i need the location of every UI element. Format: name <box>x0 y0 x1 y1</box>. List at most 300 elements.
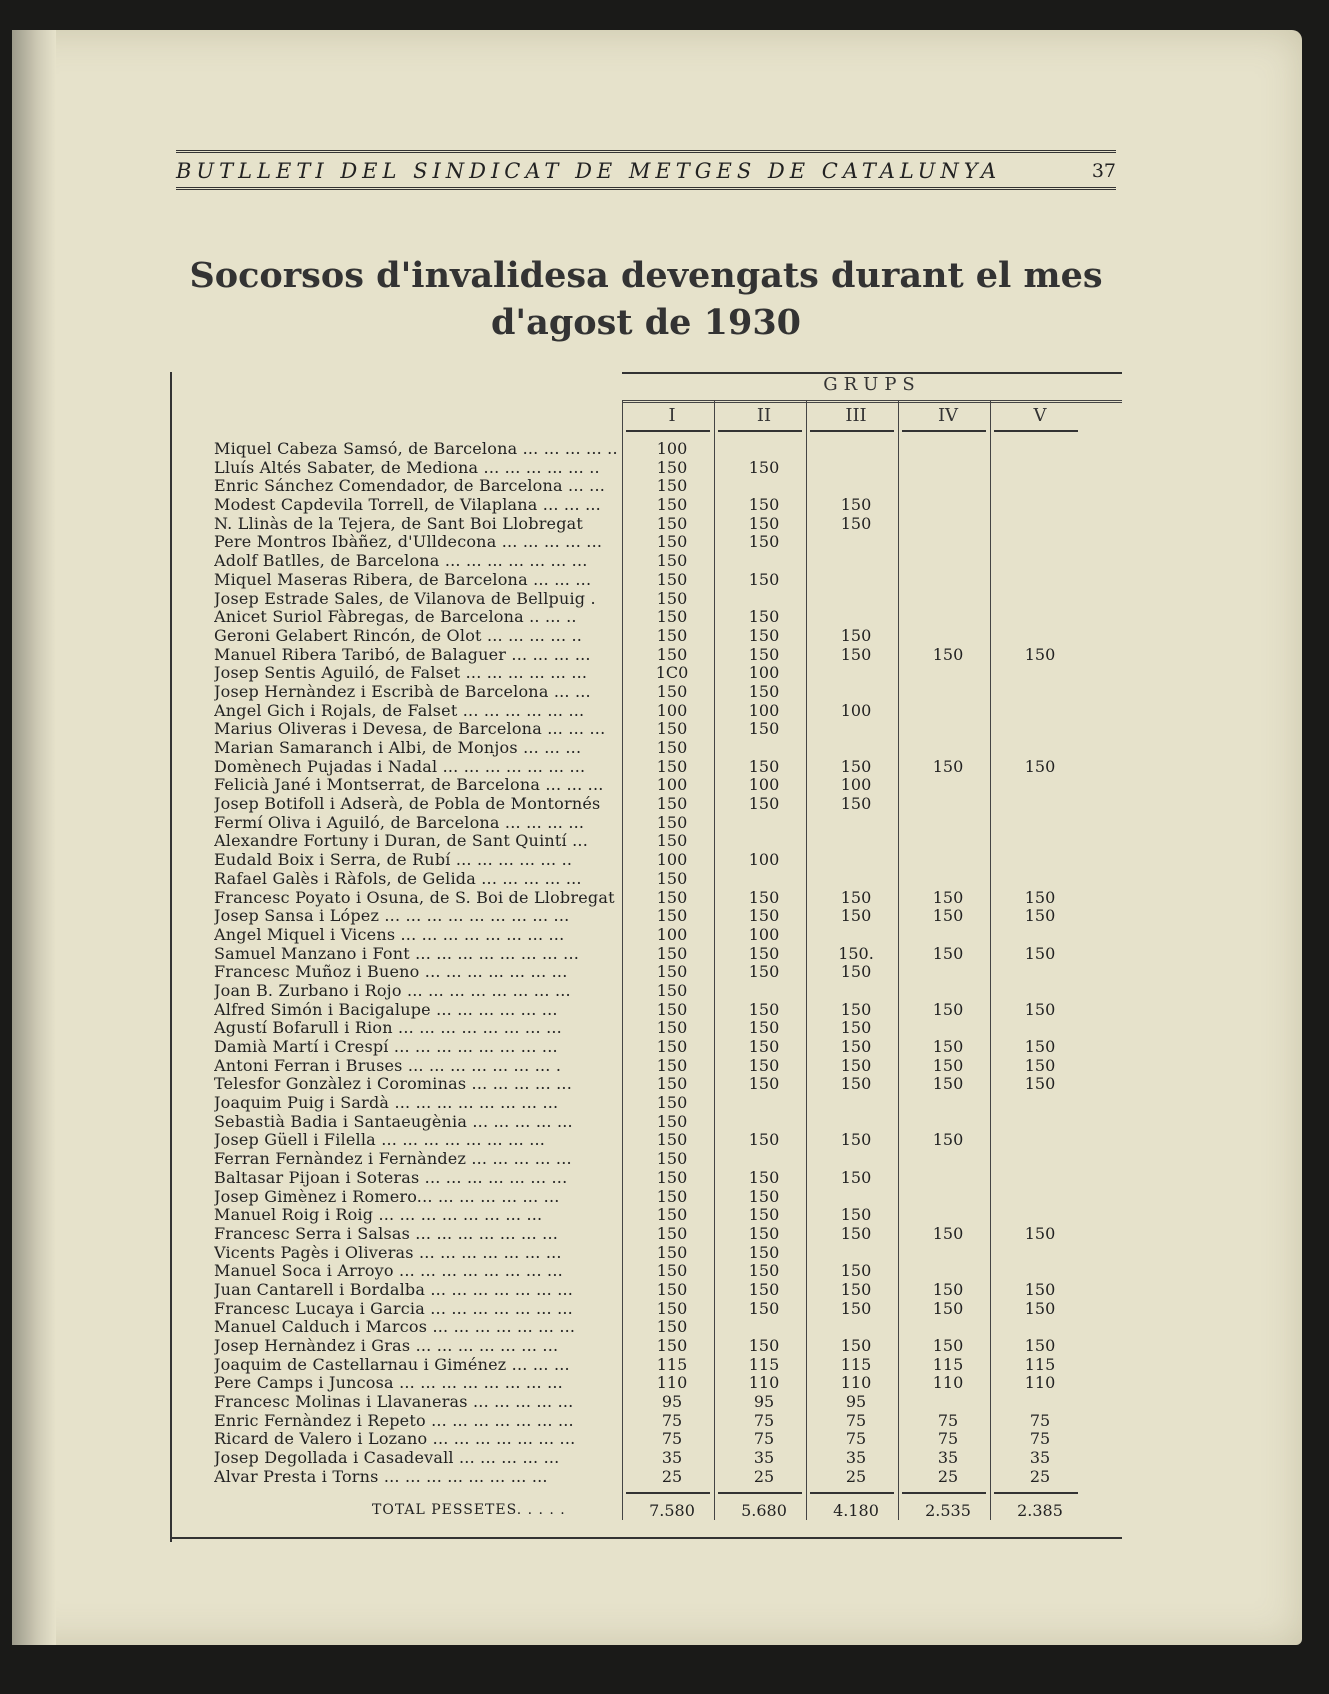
table-row <box>172 477 1122 496</box>
physician-name: Francesc Molinas i Llavaneras ... ... ... ... ... <box>214 1393 574 1412</box>
physician-name: Josep Hernàndez i Escribà de Barcelona ... ... <box>214 682 591 701</box>
group-3-amount: 150 <box>840 1130 872 1150</box>
group-4-amount: 150 <box>932 1279 964 1299</box>
book-spine <box>12 30 56 1645</box>
table-row <box>172 1057 1122 1076</box>
group-4-amount: 150 <box>932 1223 964 1243</box>
group-2-amount: 150 <box>748 1130 780 1150</box>
group-1-amount: 150 <box>656 1242 688 1262</box>
group-3-amount: 75 <box>845 1410 867 1430</box>
group-1-amount: 100 <box>656 850 688 870</box>
physician-name: Joaquim de Castellarnau i Giménez ... ... ... <box>214 1355 570 1374</box>
group-2-amount: 100 <box>748 700 780 720</box>
group-4-amount: 35 <box>937 1448 959 1468</box>
physician-name: Josep Degollada i Casadevall ... ... ... ... ... <box>214 1449 560 1468</box>
group-1-amount: 150 <box>656 756 688 776</box>
group-1-amount: 150 <box>656 1279 688 1299</box>
group-2-amount: 25 <box>753 1466 775 1486</box>
group-3-amount: 150 <box>840 625 872 645</box>
group-1-amount: 150 <box>656 906 688 926</box>
group-2-amount: 100 <box>748 924 780 944</box>
table-row <box>172 571 1122 590</box>
physician-name: Francesc Lucaya i Garcia ... ... ... ... ... ... ... <box>214 1299 573 1318</box>
group-5-amount: 150 <box>1024 943 1056 963</box>
group-1-amount: 150 <box>656 644 688 664</box>
group-2-amount: 35 <box>753 1448 775 1468</box>
group-3-amount: 150 <box>840 962 872 982</box>
group-5-amount: 35 <box>1029 1448 1051 1468</box>
physician-name: Francesc Serra i Salsas ... ... ... ... ... ... ... <box>214 1224 559 1243</box>
group-1-amount: 150 <box>656 943 688 963</box>
group-4-amount: 150 <box>932 887 964 907</box>
table-row <box>172 1356 1122 1375</box>
group-1-amount: 150 <box>656 457 688 477</box>
group-2-amount: 150 <box>748 625 780 645</box>
group-1-amount: 150 <box>656 1018 688 1038</box>
physician-name: Lluís Altés Sabater, de Mediona ... ... ... ... ... .. <box>214 458 600 477</box>
physician-name: Rafael Galès i Ràfols, de Gelida ... ... ... ... ... <box>214 869 582 888</box>
table-row <box>172 496 1122 515</box>
group-3-amount: 150 <box>840 1223 872 1243</box>
group-2-amount: 100 <box>748 775 780 795</box>
group-2-amount: 150 <box>748 1167 780 1187</box>
physician-name: Alfred Simón i Bacigalupe ... ... ... ... ... ... <box>214 1000 558 1019</box>
physician-name: N. Llinàs de la Tejera, de Sant Boi Llobregat <box>214 514 584 533</box>
table-row <box>172 533 1122 552</box>
group-1-amount: 150 <box>656 1298 688 1318</box>
table-row <box>172 776 1122 795</box>
physician-name: Angel Miquel i Vicens ... ... ... ... ... ... ... ... <box>214 925 565 944</box>
group-3-amount: 150 <box>840 1298 872 1318</box>
group-5-amount: 150 <box>1024 1336 1056 1355</box>
table-row <box>172 1019 1122 1038</box>
table-row <box>172 1318 1122 1337</box>
physician-name: Manuel Roig i Roig ... ... ... ... ... ... ... ... <box>214 1206 543 1225</box>
group-3-amount: 110 <box>840 1373 872 1393</box>
table-row <box>172 1468 1122 1487</box>
group-3-amount: 95 <box>845 1392 867 1412</box>
table-row <box>172 608 1122 627</box>
table-row <box>172 440 1122 459</box>
group-1-amount: 150 <box>656 532 688 552</box>
table-row <box>172 1300 1122 1319</box>
group-5-amount: 75 <box>1029 1410 1051 1430</box>
group-1-amount: 150 <box>656 625 688 645</box>
group-1-amount: 150 <box>656 1167 688 1187</box>
table-row <box>172 795 1122 814</box>
table-row <box>172 1337 1122 1356</box>
group-4-amount: 150 <box>932 1336 964 1355</box>
table-row <box>172 851 1122 870</box>
group-1-total: 7.580 <box>649 1501 695 1520</box>
group-2-amount: 150 <box>748 943 780 963</box>
group-1-amount: 115 <box>656 1354 688 1374</box>
group-header-rule <box>626 430 710 432</box>
group-1-amount: 150 <box>656 1055 688 1075</box>
group-3-amount: 150 <box>840 1037 872 1056</box>
group-1-amount: 150 <box>656 476 688 496</box>
group-1-amount: 75 <box>661 1429 683 1449</box>
physician-name: Sebastià Badia i Santaeugènia ... ... ... ... ... <box>214 1112 573 1131</box>
physician-name: Marian Samaranch i Albi, de Monjos ... ... ... <box>214 739 582 757</box>
group-4-total: 2.535 <box>925 1501 971 1520</box>
group-3-amount: 150 <box>840 1167 872 1187</box>
group-5-amount: 150 <box>1024 1223 1056 1243</box>
group-3-amount: 150 <box>840 513 872 533</box>
group-5-amount: 115 <box>1024 1354 1056 1374</box>
group-5-amount: 150 <box>1024 906 1056 926</box>
physician-name: Josep Hernàndez i Gras ... ... ... ... ... ... ... <box>214 1337 559 1355</box>
physician-name: Vicents Pagès i Oliveras ... ... ... ... ... ... ... <box>214 1243 562 1262</box>
group-2-amount: 150 <box>748 756 780 776</box>
group-5-amount: 150 <box>1024 1279 1056 1299</box>
table-row <box>172 832 1122 851</box>
physician-name: Felicià Jané i Montserrat, de Barcelona ... ... ... <box>214 776 604 795</box>
group-header-rule <box>994 430 1078 432</box>
group-1-amount: 25 <box>661 1466 683 1486</box>
group-1-amount: 150 <box>656 1037 688 1056</box>
group-header-2: II <box>756 405 772 426</box>
table-row <box>172 926 1122 945</box>
group-1-amount: 150 <box>656 1111 688 1131</box>
total-rule <box>994 1492 1078 1494</box>
group-1-amount: 150 <box>656 719 688 739</box>
group-3-amount: 150 <box>840 794 872 814</box>
physician-name: Juan Cantarell i Bordalba ... ... ... ... ... ... ... <box>214 1280 574 1299</box>
group-2-amount: 115 <box>748 1354 780 1374</box>
table-row <box>172 664 1122 683</box>
group-3-amount: 100 <box>840 775 872 795</box>
physician-name: Fermí Oliva i Aguiló, de Barcelona ... ... ... ... <box>214 813 585 832</box>
physician-name: Ferran Fernàndez i Fernàndez ... ... ... ... ... <box>214 1150 572 1169</box>
group-5-amount: 150 <box>1024 644 1056 664</box>
table-bottom-rule <box>172 1537 1122 1539</box>
group-1-amount: 100 <box>656 700 688 720</box>
group-1-amount: 100 <box>656 775 688 795</box>
table-row <box>172 963 1122 982</box>
group-1-amount: 150 <box>656 569 688 589</box>
physician-name: Manuel Soca i Arroyo ... ... ... ... ... ... ... ... <box>214 1262 563 1281</box>
group-2-amount: 150 <box>748 906 780 926</box>
table-row <box>172 1150 1122 1169</box>
group-header-1: I <box>668 405 676 426</box>
group-1-amount: 150 <box>656 1130 688 1150</box>
table-row <box>172 459 1122 478</box>
group-2-amount: 150 <box>748 1055 780 1075</box>
physician-name: Adolf Batlles, de Barcelona ... ... ... ... ... ... ... <box>214 552 588 571</box>
group-2-amount: 150 <box>748 607 780 627</box>
group-1-amount: 100 <box>656 439 688 458</box>
group-2-total: 5.680 <box>741 1501 787 1520</box>
group-5-amount: 150 <box>1024 1074 1056 1094</box>
group-1-amount: 150 <box>656 831 688 851</box>
group-2-amount: 150 <box>748 1298 780 1318</box>
physician-name: Joan B. Zurbano i Rojo ... ... ... ... ... ... ... ... <box>214 981 571 1000</box>
group-2-amount: 75 <box>753 1410 775 1430</box>
title-line-2: d'agost de 1930 <box>490 302 802 343</box>
table-row <box>172 1188 1122 1207</box>
group-5-amount: 150 <box>1024 999 1056 1019</box>
group-1-amount: 1C0 <box>655 663 689 683</box>
group-3-amount: 115 <box>840 1354 872 1374</box>
group-1-amount: 150 <box>656 999 688 1019</box>
physician-name: Josep Sentis Aguiló, de Falset ... ... ... ... ... ... <box>214 664 588 683</box>
group-header-5: V <box>1033 405 1047 426</box>
physician-name: Manuel Ribera Taribó, de Balaguer ... ... ... ... <box>214 645 591 664</box>
total-label: TOTAL PESSETES. . . . . <box>372 1502 566 1518</box>
group-1-amount: 150 <box>656 495 688 515</box>
group-1-amount: 150 <box>656 1074 688 1094</box>
table-row <box>172 1001 1122 1020</box>
journal-title: BUTLLETI DEL SINDICAT DE METGES DE CATALUNYA <box>176 159 1002 183</box>
physician-name: Geroni Gelabert Rincón, de Olot ... ... ... ... .. <box>214 626 583 645</box>
group-1-amount: 150 <box>656 962 688 982</box>
group-2-amount: 150 <box>748 532 780 552</box>
group-2-amount: 95 <box>753 1392 775 1412</box>
table-row <box>172 552 1122 571</box>
table-row <box>172 1281 1122 1300</box>
group-4-amount: 75 <box>937 1410 959 1430</box>
group-5-amount: 150 <box>1024 1055 1056 1075</box>
group-1-amount: 150 <box>656 1223 688 1243</box>
physician-name: Baltasar Pijoan i Soteras ... ... ... ... ... ... ... <box>214 1168 568 1187</box>
group-4-amount: 150 <box>932 906 964 926</box>
group-4-amount: 150 <box>932 756 964 776</box>
table-row <box>172 758 1122 777</box>
table-row <box>172 1374 1122 1393</box>
group-header-rule <box>718 430 802 432</box>
group-1-amount: 150 <box>656 1317 688 1337</box>
physician-name: Francesc Poyato i Osuna, de S. Boi de Llobregat <box>214 888 615 907</box>
group-1-amount: 150 <box>656 812 688 832</box>
group-1-amount: 150 <box>656 1261 688 1281</box>
physician-name: Josep Gimènez i Romero... ... ... ... ... ... ... <box>214 1187 560 1206</box>
group-4-amount: 75 <box>937 1429 959 1449</box>
group-2-amount: 150 <box>748 999 780 1019</box>
benefits-table <box>170 372 1122 1542</box>
group-4-amount: 150 <box>932 644 964 664</box>
group-2-amount: 150 <box>748 495 780 515</box>
group-2-amount: 100 <box>748 663 780 683</box>
physician-name: Enric Sánchez Comendador, de Barcelona ... ... <box>214 477 606 496</box>
physician-name: Antoni Ferran i Bruses ... ... ... ... ... ... ... . <box>214 1056 562 1075</box>
group-1-amount: 35 <box>661 1448 683 1468</box>
physician-name: Enric Fernàndez i Repeto ... ... ... ... ... ... ... <box>214 1411 574 1430</box>
group-3-amount: 150 <box>840 1018 872 1038</box>
physician-name: Alvar Presta i Torns ... ... ... ... ... ... ... ... <box>214 1467 548 1486</box>
table-row <box>172 1412 1122 1431</box>
group-2-amount: 150 <box>748 1186 780 1206</box>
group-1-amount: 150 <box>656 513 688 533</box>
group-3-amount: 150 <box>840 999 872 1019</box>
table-body <box>172 440 1122 1487</box>
physician-name: Domènech Pujadas i Nadal ... ... ... ... ... ... ... <box>214 757 586 776</box>
table-row <box>172 1206 1122 1225</box>
title-line-1: Socorsos d'invalidesa devengats durant el mes <box>189 255 1103 296</box>
group-2-amount: 150 <box>748 1074 780 1094</box>
table-row <box>172 1262 1122 1281</box>
groups-heading: GRUPS <box>823 374 921 395</box>
table-row <box>172 1244 1122 1263</box>
group-5-total: 2.385 <box>1017 1501 1063 1520</box>
table-row <box>172 627 1122 646</box>
physician-name: Joaquim Puig i Sardà ... ... ... ... ... ... ... ... <box>214 1094 559 1113</box>
physician-name: Josep Estrade Sales, de Vilanova de Bellpuig . <box>214 589 596 608</box>
total-rule <box>810 1492 894 1494</box>
group-3-amount: 150 <box>840 1336 872 1355</box>
group-2-amount: 150 <box>748 794 780 814</box>
table-row <box>172 590 1122 609</box>
physician-name: Miquel Maseras Ribera, de Barcelona ... ... ... <box>214 570 592 589</box>
group-3-amount: 150 <box>840 1261 872 1281</box>
group-2-amount: 150 <box>748 681 780 701</box>
group-1-amount: 150 <box>656 681 688 701</box>
group-1-amount: 95 <box>661 1392 683 1412</box>
group-5-amount: 150 <box>1024 756 1056 776</box>
group-4-amount: 150 <box>932 943 964 963</box>
group-5-amount: 110 <box>1024 1373 1056 1393</box>
group-5-amount: 150 <box>1024 1298 1056 1318</box>
group-2-amount: 150 <box>748 513 780 533</box>
group-3-amount: 150 <box>840 495 872 515</box>
group-2-amount: 150 <box>748 457 780 477</box>
table-row <box>172 907 1122 926</box>
group-5-amount: 75 <box>1029 1429 1051 1449</box>
group-1-amount: 150 <box>656 794 688 814</box>
group-2-amount: 150 <box>748 1037 780 1056</box>
total-row <box>172 1497 1122 1525</box>
table-row <box>172 1113 1122 1132</box>
group-1-amount: 150 <box>656 1149 688 1169</box>
physician-name: Alexandre Fortuny i Duran, de Sant Quintí ... <box>214 832 588 851</box>
group-4-amount: 110 <box>932 1373 964 1393</box>
group-2-amount: 150 <box>748 887 780 907</box>
table-row <box>172 1094 1122 1113</box>
table-row <box>172 1225 1122 1244</box>
group-1-amount: 100 <box>656 924 688 944</box>
group-3-amount: 150 <box>840 1055 872 1075</box>
table-row <box>172 702 1122 721</box>
physician-name: Miquel Cabeza Samsó, de Barcelona ... ... ... ... .. <box>214 440 618 458</box>
group-4-amount: 150 <box>932 1298 964 1318</box>
group-2-amount: 150 <box>748 1242 780 1262</box>
total-rule <box>626 1492 710 1494</box>
group-5-amount: 150 <box>1024 887 1056 907</box>
physician-name: Angel Gich i Rojals, de Falset ... ... ... ... ... ... <box>214 701 585 720</box>
group-4-amount: 150 <box>932 999 964 1019</box>
page-title <box>176 252 1116 346</box>
physician-name: Josep Güell i Filella ... ... ... ... ... ... ... ... <box>214 1131 546 1150</box>
group-header-4: IV <box>937 405 959 426</box>
group-2-amount: 150 <box>748 1336 780 1355</box>
table-row <box>172 1393 1122 1412</box>
group-2-amount: 150 <box>748 1223 780 1243</box>
group-3-amount: 150 <box>840 756 872 776</box>
group-3-amount: 35 <box>845 1448 867 1468</box>
table-row <box>172 515 1122 534</box>
group-5-amount: 25 <box>1029 1466 1051 1486</box>
page-number: 37 <box>1091 160 1116 182</box>
table-row <box>172 814 1122 833</box>
group-4-amount: 25 <box>937 1466 959 1486</box>
group-1-amount: 150 <box>656 1093 688 1113</box>
group-2-amount: 150 <box>748 1018 780 1038</box>
table-row <box>172 1449 1122 1468</box>
group-4-amount: 150 <box>932 1074 964 1094</box>
group-3-amount: 150 <box>840 906 872 926</box>
table-row <box>172 1075 1122 1094</box>
group-4-amount: 150 <box>932 1037 964 1056</box>
group-5-amount: 150 <box>1024 1037 1056 1056</box>
group-1-amount: 150 <box>656 1205 688 1225</box>
group-4-amount: 150 <box>932 1130 964 1150</box>
group-2-amount: 150 <box>748 1205 780 1225</box>
physician-name: Francesc Muñoz i Bueno ... ... ... ... ... ... ... <box>214 963 568 982</box>
physician-name: Damià Martí i Crespí ... ... ... ... ... ... ... ... <box>214 1038 558 1056</box>
table-row <box>172 1131 1122 1150</box>
physician-name: Anicet Suriol Fàbregas, de Barcelona .. ... .. <box>214 608 577 627</box>
group-1-amount: 150 <box>656 868 688 888</box>
group-3-amount: 150 <box>840 1074 872 1094</box>
group-2-amount: 150 <box>748 1279 780 1299</box>
group-2-amount: 75 <box>753 1429 775 1449</box>
table-row <box>172 945 1122 964</box>
physician-name: Samuel Manzano i Font ... ... ... ... ... ... ... ... <box>214 944 580 963</box>
physician-name: Pere Camps i Juncosa ... ... ... ... ... ... ... ... <box>214 1374 563 1393</box>
groups-heading-rule <box>622 400 1122 403</box>
group-1-amount: 150 <box>656 1186 688 1206</box>
group-1-amount: 150 <box>656 980 688 1000</box>
group-2-amount: 150 <box>748 644 780 664</box>
group-3-amount: 150 <box>840 1205 872 1225</box>
physician-name: Ricard de Valero i Lozano ... ... ... ... ... ... ... <box>214 1430 576 1449</box>
group-1-amount: 110 <box>656 1373 688 1393</box>
group-1-amount: 150 <box>656 738 688 757</box>
group-3-total: 4.180 <box>833 1501 879 1520</box>
running-header <box>176 150 1116 190</box>
group-2-amount: 150 <box>748 569 780 589</box>
group-4-amount: 150 <box>932 1055 964 1075</box>
table-row <box>172 1038 1122 1057</box>
group-3-amount: 25 <box>845 1466 867 1486</box>
group-3-amount: 150 <box>840 644 872 664</box>
group-2-amount: 150 <box>748 719 780 739</box>
physician-name: Manuel Calduch i Marcos ... ... ... ... ... ... ... <box>214 1318 576 1337</box>
group-2-amount: 110 <box>748 1373 780 1393</box>
table-row <box>172 739 1122 758</box>
table-row <box>172 646 1122 665</box>
group-3-amount: 150. <box>838 943 874 963</box>
physician-name: Josep Sansa i López ... ... ... ... ... ... ... ... ... <box>214 907 570 926</box>
group-3-amount: 100 <box>840 700 872 720</box>
group-2-amount: 100 <box>748 850 780 870</box>
group-header-3: III <box>845 405 867 426</box>
table-row <box>172 889 1122 908</box>
table-row <box>172 720 1122 739</box>
group-3-amount: 150 <box>840 887 872 907</box>
total-rule <box>902 1492 986 1494</box>
table-row <box>172 870 1122 889</box>
group-1-amount: 75 <box>661 1410 683 1430</box>
group-2-amount: 150 <box>748 1261 780 1281</box>
group-2-amount: 150 <box>748 962 780 982</box>
physician-name: Agustí Bofarull i Rion ... ... ... ... ... ... ... ... <box>214 1019 562 1038</box>
total-rule <box>718 1492 802 1494</box>
group-1-amount: 150 <box>656 607 688 627</box>
physician-name: Modest Capdevila Torrell, de Vilaplana ... ... ... <box>214 496 601 515</box>
table-row <box>172 1169 1122 1188</box>
group-1-amount: 150 <box>656 887 688 907</box>
